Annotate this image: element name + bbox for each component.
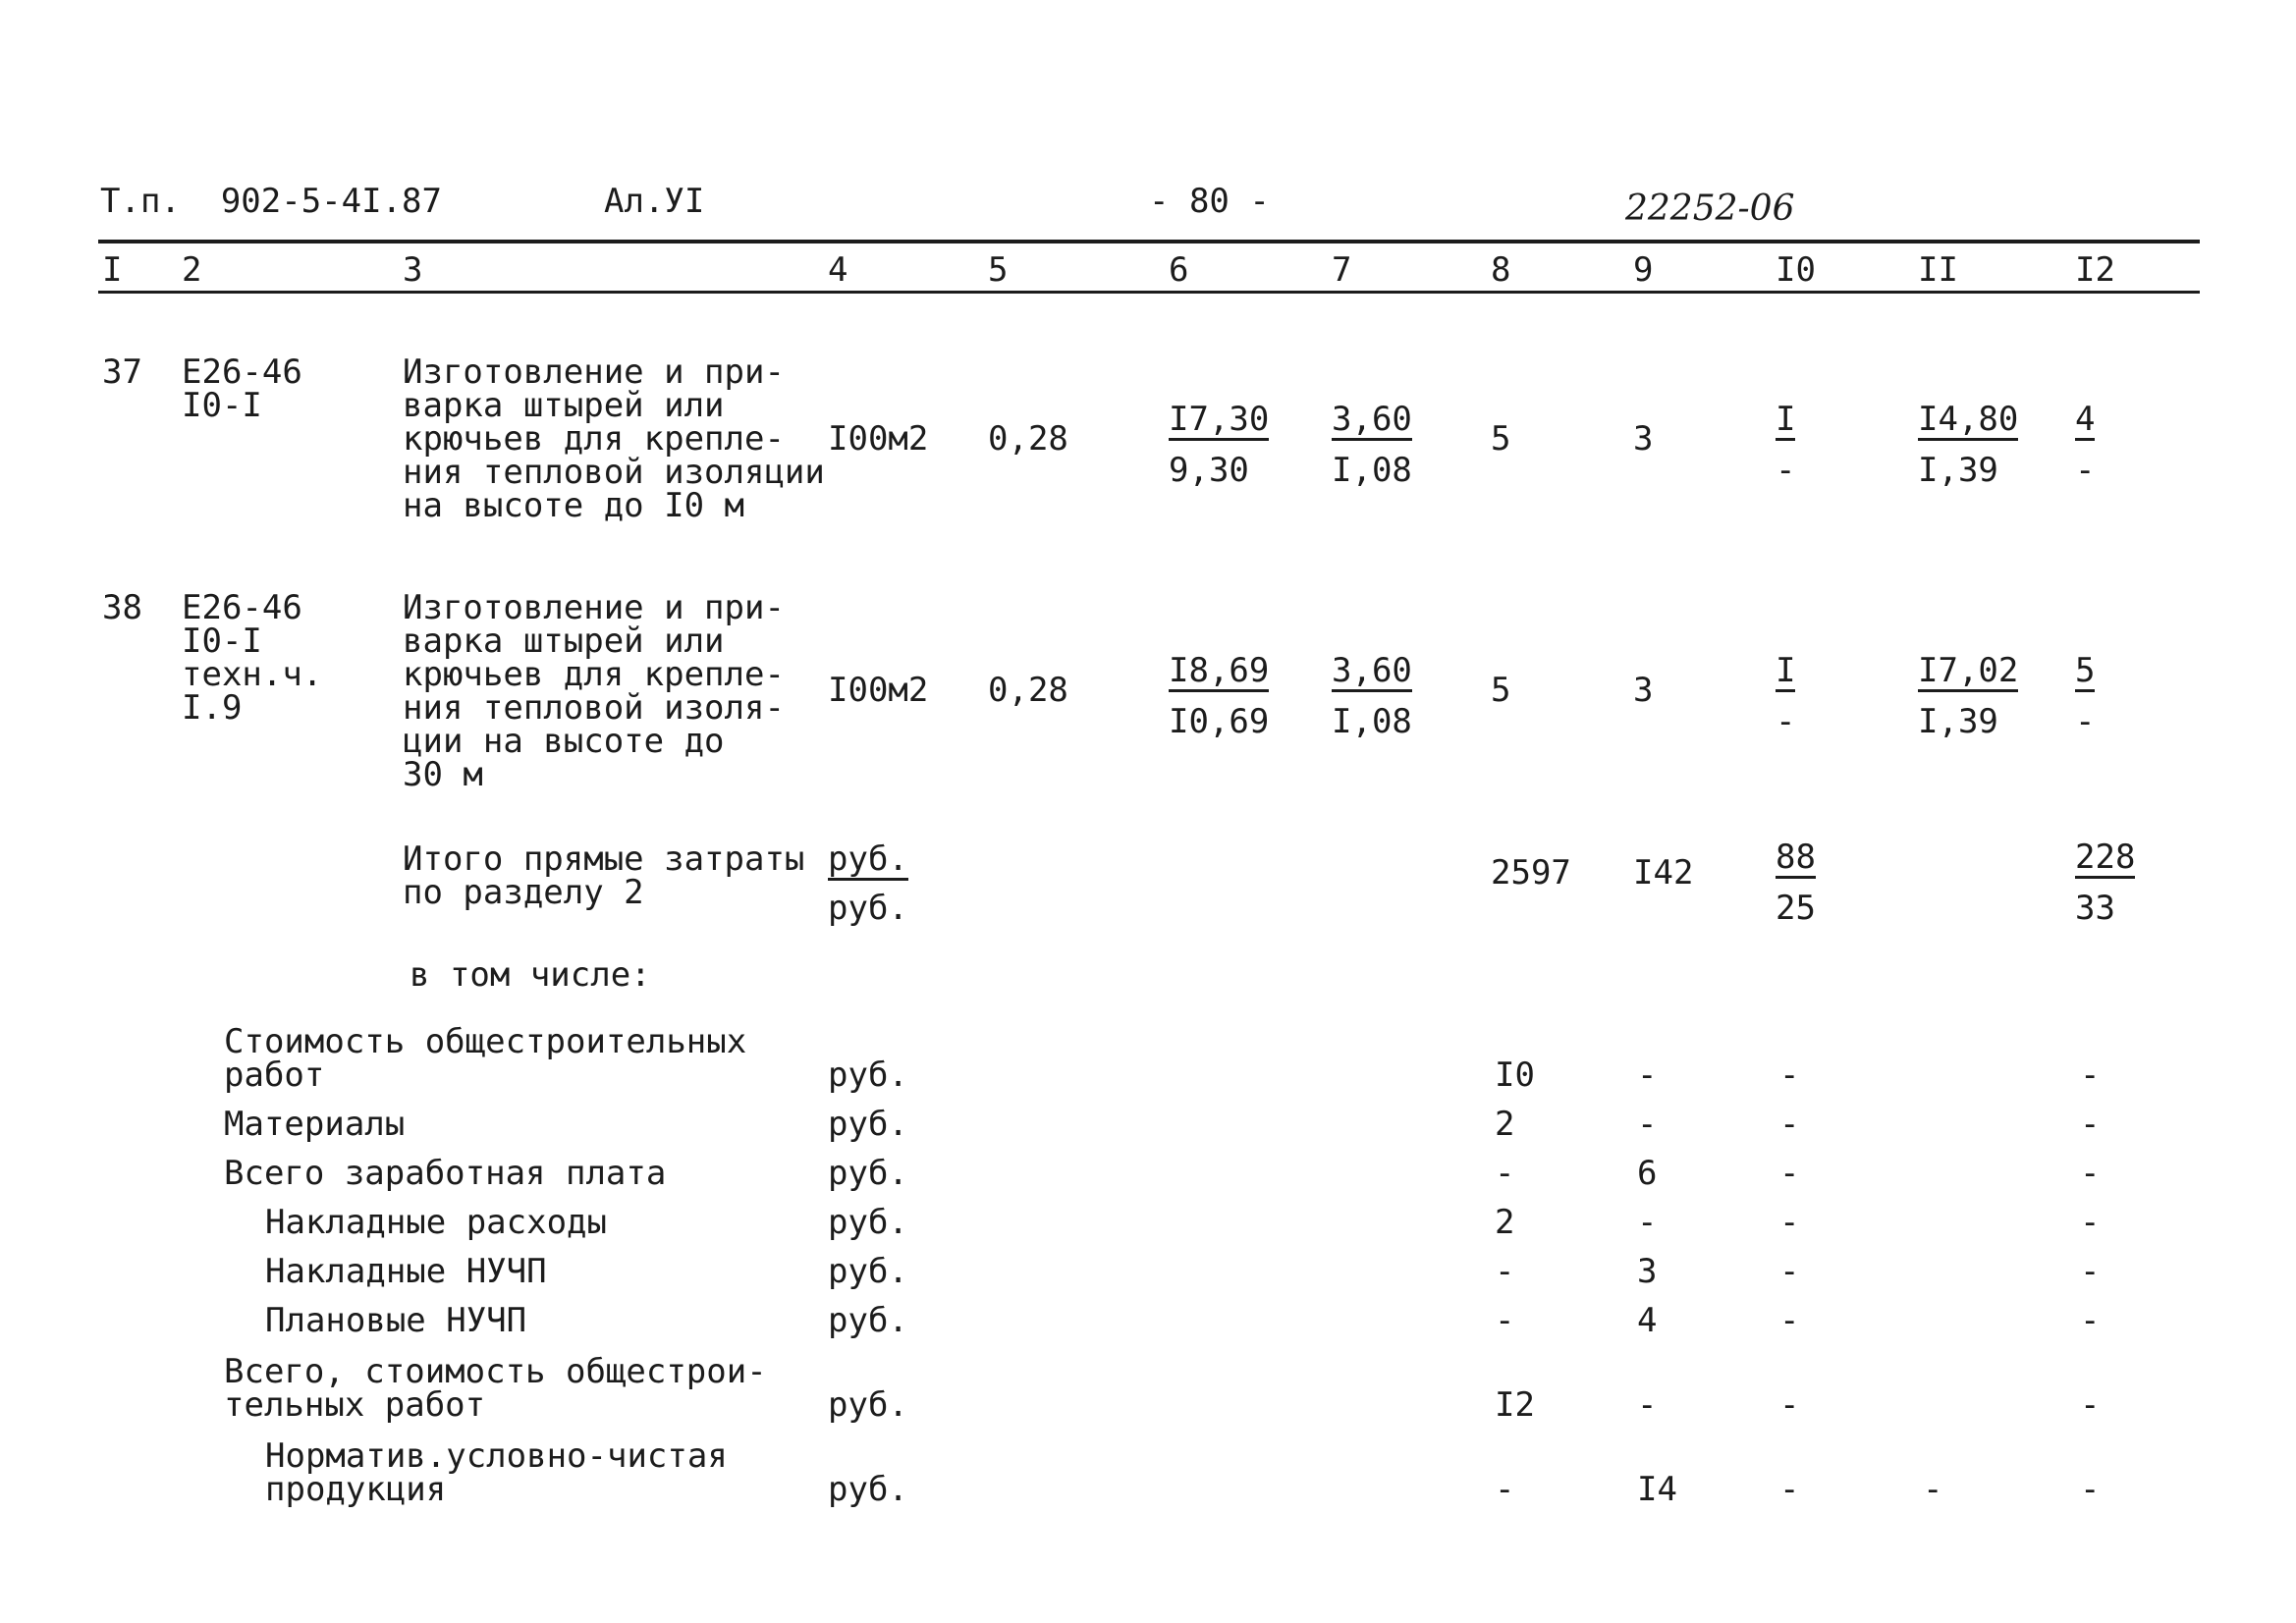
- breakdown-unit: руб.: [828, 1055, 908, 1095]
- breakdown-col8: -: [1495, 1301, 1515, 1340]
- breakdown-col12: -: [2080, 1301, 2101, 1340]
- including-label: в том числе:: [410, 955, 651, 995]
- col11-bottom: I,39: [1918, 702, 1998, 741]
- total-col12-top: 228: [2075, 838, 2136, 877]
- col12-top: 4: [2075, 400, 2096, 439]
- header-bottom-rule: [98, 291, 2200, 294]
- col6-bottom: I0,69: [1169, 702, 1270, 741]
- inventory-number: 22252-06: [1625, 189, 1795, 229]
- breakdown-unit: руб.: [828, 1252, 908, 1291]
- column-number: 5: [988, 250, 1009, 290]
- norm-code: Е26-46 I0-I техн.ч. I.9: [182, 588, 323, 728]
- breakdown-col8: I0: [1495, 1055, 1535, 1095]
- breakdown-col10: -: [1779, 1105, 1800, 1144]
- breakdown-unit: руб.: [828, 1105, 908, 1144]
- norm-code: Е26-46 I0-I: [182, 352, 302, 425]
- col6-bottom: 9,30: [1169, 451, 1249, 490]
- breakdown-col10: -: [1779, 1385, 1800, 1425]
- breakdown-col9: 6: [1637, 1154, 1658, 1193]
- col12-bottom: -: [2075, 702, 2096, 741]
- col9-value: 3: [1633, 671, 1654, 710]
- col11-bottom: I,39: [1918, 451, 1998, 490]
- breakdown-col12: -: [2080, 1055, 2101, 1095]
- col8-value: 5: [1491, 671, 1511, 710]
- work-description: Изготовление и при- варка штырей или крючьев для крепле- ния тепловой изоляции на высоте до I0 м: [403, 352, 825, 525]
- breakdown-col12: -: [2080, 1470, 2101, 1509]
- breakdown-label: Стоимость общестроительных работ: [224, 1022, 747, 1095]
- breakdown-col8: -: [1495, 1154, 1515, 1193]
- breakdown-col10: -: [1779, 1203, 1800, 1242]
- breakdown-col9: -: [1637, 1203, 1658, 1242]
- breakdown-col8: -: [1495, 1470, 1515, 1509]
- breakdown-label: Норматив.условно-чистая продукция: [265, 1436, 728, 1509]
- work-description: Изготовление и при- варка штырей или крючьев для крепле- ния тепловой изоля- ции на высоте до 30 м: [403, 588, 785, 794]
- column-number: 8: [1491, 250, 1511, 290]
- col6-top: I8,69: [1169, 651, 1270, 690]
- breakdown-col10: -: [1779, 1301, 1800, 1340]
- col6-top: I7,30: [1169, 400, 1270, 439]
- row-number: 38: [102, 588, 142, 627]
- breakdown-col9: I4: [1637, 1470, 1677, 1509]
- breakdown-col8: 2: [1495, 1203, 1515, 1242]
- document-code: Т.п. 902-5-4I.87: [100, 182, 442, 221]
- unit: I00м2: [828, 419, 929, 459]
- breakdown-col11: -: [1923, 1470, 1943, 1509]
- total-col12-bottom: 33: [2075, 889, 2115, 928]
- breakdown-col8: 2: [1495, 1105, 1515, 1144]
- breakdown-col10: -: [1779, 1470, 1800, 1509]
- column-number: 4: [828, 250, 848, 290]
- total-label: Итого прямые затраты по разделу 2: [403, 839, 805, 912]
- col12-top: 5: [2075, 651, 2096, 690]
- column-number: I: [102, 250, 123, 290]
- total-col10-bottom: 25: [1776, 889, 1816, 928]
- breakdown-col9: 4: [1637, 1301, 1658, 1340]
- breakdown-col9: -: [1637, 1385, 1658, 1425]
- column-number: I2: [2075, 250, 2115, 290]
- breakdown-col10: -: [1779, 1055, 1800, 1095]
- col10-top: I: [1776, 400, 1796, 439]
- col12-bottom: -: [2075, 451, 2096, 490]
- breakdown-col12: -: [2080, 1252, 2101, 1291]
- page-number: - 80 -: [1149, 182, 1270, 221]
- breakdown-col12: -: [2080, 1385, 2101, 1425]
- col8-value: 5: [1491, 419, 1511, 459]
- col9-value: 3: [1633, 419, 1654, 459]
- column-number: 3: [403, 250, 423, 290]
- col7-top: 3,60: [1332, 651, 1412, 690]
- breakdown-label: Всего, стоимость общестрои- тельных работ: [224, 1352, 767, 1425]
- breakdown-label: Всего заработная плата: [224, 1154, 667, 1193]
- unit: I00м2: [828, 671, 929, 710]
- col10-bottom: -: [1776, 451, 1796, 490]
- column-number: 6: [1169, 250, 1189, 290]
- column-number: 9: [1633, 250, 1654, 290]
- breakdown-unit: руб.: [828, 1154, 908, 1193]
- breakdown-unit: руб.: [828, 1203, 908, 1242]
- col10-top: I: [1776, 651, 1796, 690]
- breakdown-col10: -: [1779, 1252, 1800, 1291]
- header-top-rule: [98, 240, 2200, 243]
- breakdown-label: Накладные расходы: [265, 1203, 607, 1242]
- breakdown-label: Плановые НУЧП: [265, 1301, 527, 1340]
- breakdown-col9: -: [1637, 1055, 1658, 1095]
- quantity: 0,28: [988, 671, 1068, 710]
- breakdown-col12: -: [2080, 1203, 2101, 1242]
- column-number: I0: [1776, 250, 1816, 290]
- total-unit-bottom: руб.: [828, 889, 908, 928]
- breakdown-col12: -: [2080, 1105, 2101, 1144]
- breakdown-label: Материалы: [224, 1105, 406, 1144]
- column-number: 2: [182, 250, 202, 290]
- row-number: 37: [102, 352, 142, 392]
- breakdown-col8: I2: [1495, 1385, 1535, 1425]
- total-col10-top: 88: [1776, 838, 1816, 877]
- column-number: II: [1918, 250, 1958, 290]
- breakdown-col12: -: [2080, 1154, 2101, 1193]
- col7-top: 3,60: [1332, 400, 1412, 439]
- breakdown-unit: руб.: [828, 1470, 908, 1509]
- column-number: 7: [1332, 250, 1352, 290]
- col10-bottom: -: [1776, 702, 1796, 741]
- album-label: Ал.УI: [604, 182, 705, 221]
- breakdown-col8: -: [1495, 1252, 1515, 1291]
- total-unit-top: руб.: [828, 839, 908, 879]
- breakdown-col9: 3: [1637, 1252, 1658, 1291]
- breakdown-col10: -: [1779, 1154, 1800, 1193]
- breakdown-col9: -: [1637, 1105, 1658, 1144]
- breakdown-label: Накладные НУЧП: [265, 1252, 547, 1291]
- col7-bottom: I,08: [1332, 702, 1412, 741]
- quantity: 0,28: [988, 419, 1068, 459]
- col11-top: I7,02: [1918, 651, 2019, 690]
- total-col9: I42: [1633, 853, 1694, 893]
- col7-bottom: I,08: [1332, 451, 1412, 490]
- breakdown-unit: руб.: [828, 1301, 908, 1340]
- col11-top: I4,80: [1918, 400, 2019, 439]
- total-col8: 2597: [1491, 853, 1571, 893]
- breakdown-unit: руб.: [828, 1385, 908, 1425]
